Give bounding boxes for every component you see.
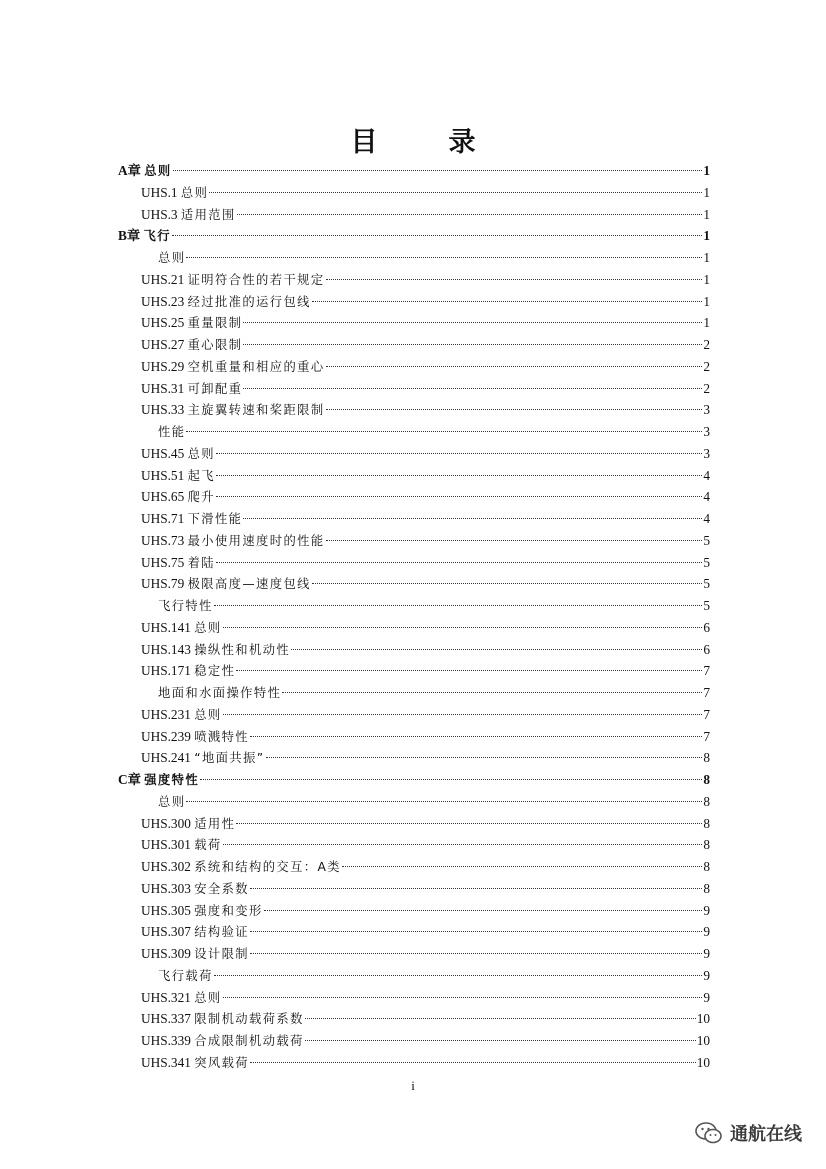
dot-leader	[172, 235, 702, 236]
dot-leader	[250, 953, 702, 954]
toc-section-row[interactable]	[118, 312, 710, 334]
toc-entry-name: 系统和结构的交互：A类	[194, 860, 341, 874]
dot-leader	[214, 605, 703, 606]
toc-entry-code: UHS.79	[141, 576, 185, 592]
toc-section-row[interactable]	[118, 747, 710, 769]
toc-entry-label	[141, 508, 242, 531]
toc-entry-label	[141, 1008, 304, 1031]
table-of-contents	[118, 160, 710, 1074]
toc-entry-name: 适用性	[194, 816, 236, 831]
toc-entry-label	[141, 660, 235, 683]
toc-entry-name: 飞行特性	[158, 599, 213, 613]
toc-section-row[interactable]	[118, 639, 710, 661]
toc-section-row[interactable]	[118, 334, 710, 356]
toc-entry-code: UHS.21	[141, 271, 185, 287]
toc-entry-label	[141, 399, 325, 422]
toc-entry-code: UHS.305	[141, 902, 191, 918]
toc-entry-code: UHS.71	[141, 511, 185, 526]
dot-leader	[216, 562, 702, 563]
toc-entry-label	[141, 921, 249, 944]
toc-entry-code: UHS.31	[141, 380, 185, 396]
toc-entry-name: 载荷	[194, 838, 222, 853]
toc-entry-page: 3	[703, 424, 710, 439]
toc-entry-code: UHS.29	[141, 358, 185, 374]
toc-entry-page: 1	[703, 293, 710, 309]
toc-entry-page: 9	[703, 989, 710, 1005]
toc-entry-label	[141, 552, 215, 575]
toc-entry-page: 3	[703, 445, 710, 461]
dot-leader	[186, 257, 702, 258]
toc-entry-page: 3	[703, 402, 710, 418]
dot-leader	[200, 779, 702, 780]
dot-leader	[216, 453, 702, 454]
dot-leader	[216, 475, 702, 476]
toc-entry-page: 5	[703, 532, 710, 548]
dot-leader	[223, 997, 703, 998]
toc-section-row[interactable]	[118, 182, 710, 204]
toc-entry-code: UHS.307	[141, 924, 191, 940]
toc-entry-name: 总则	[158, 794, 186, 809]
toc-entry-code: A章	[118, 163, 141, 178]
toc-entry-name: 设计限制	[194, 947, 249, 961]
dot-leader	[326, 279, 703, 280]
dot-leader	[326, 366, 703, 367]
toc-section-row[interactable]	[118, 269, 710, 291]
toc-section-row[interactable]	[118, 399, 710, 421]
toc-entry-page: 6	[703, 641, 710, 657]
toc-entry-name: 突风载荷	[194, 1055, 249, 1070]
toc-entry-code: UHS.321	[141, 989, 191, 1005]
toc-section-row[interactable]	[118, 508, 710, 530]
toc-entry-label	[141, 378, 242, 401]
toc-section-row[interactable]	[118, 856, 710, 878]
dot-leader	[305, 1040, 696, 1041]
toc-entry-name: 结构验证	[194, 925, 249, 940]
toc-entry-page: 9	[703, 902, 710, 918]
toc-section-row[interactable]	[118, 378, 710, 400]
toc-section-row[interactable]	[118, 1008, 710, 1030]
watermark-text: 通航在线	[730, 1124, 802, 1145]
toc-entry-label	[141, 1052, 249, 1075]
toc-entry-page: 7	[703, 663, 710, 679]
dot-leader	[312, 583, 703, 584]
toc-section-row[interactable]	[118, 204, 710, 226]
toc-chapter-row[interactable]	[118, 225, 710, 247]
toc-section-row[interactable]	[118, 443, 710, 465]
toc-entry-name: 爬升	[187, 490, 215, 505]
toc-entry-page: 7	[703, 706, 710, 722]
toc-entry-name: 强度和变形	[194, 903, 263, 918]
toc-entry-label	[118, 225, 171, 248]
toc-entry-page: 9	[703, 967, 710, 983]
toc-section-row[interactable]	[118, 834, 710, 856]
toc-entry-code: UHS.23	[141, 293, 185, 309]
toc-entry-label	[141, 356, 325, 379]
toc-entry-label	[141, 813, 235, 836]
toc-entry-label	[141, 291, 311, 314]
toc-entry-name: 经过批准的运行包线	[187, 294, 311, 309]
toc-entry-code: UHS.300	[141, 815, 191, 831]
toc-section-row[interactable]	[118, 573, 710, 595]
toc-entry-code: UHS.339	[141, 1033, 191, 1048]
dot-leader	[326, 540, 703, 541]
toc-entry-code: UHS.3	[141, 206, 178, 222]
toc-entry-name: 重心限制	[187, 338, 243, 352]
toc-entry-code: UHS.341	[141, 1054, 191, 1070]
toc-entry-page: 8	[703, 815, 710, 831]
toc-entry-label	[141, 943, 249, 966]
toc-entry-name: 总则	[187, 446, 215, 461]
dot-leader	[223, 714, 703, 715]
toc-entry-page: 8	[703, 793, 710, 809]
toc-entry-name: 主旋翼转速和桨距限制	[187, 403, 325, 418]
toc-entry-name: 喷溅特性	[194, 729, 249, 744]
toc-entry-name: 起飞	[187, 468, 215, 483]
toc-group-row[interactable]	[118, 595, 710, 617]
toc-entry-label	[158, 682, 281, 705]
toc-section-row[interactable]	[118, 878, 710, 900]
toc-entry-code: UHS.33	[141, 402, 185, 418]
toc-section-row[interactable]	[118, 486, 710, 508]
toc-entry-code: UHS.241	[141, 750, 191, 766]
toc-entry-label	[141, 573, 311, 596]
dot-leader	[264, 910, 703, 911]
dot-leader	[243, 388, 702, 389]
dot-leader	[305, 1018, 696, 1019]
toc-entry-page: 1	[703, 228, 710, 244]
toc-section-row[interactable]	[118, 704, 710, 726]
watermark	[694, 1120, 802, 1146]
toc-section-row[interactable]	[118, 987, 710, 1009]
toc-entry-code: UHS.309	[141, 946, 191, 961]
dot-leader	[243, 322, 702, 323]
dot-leader	[223, 627, 703, 628]
toc-section-row[interactable]	[118, 943, 710, 965]
toc-entry-page: 7	[703, 728, 710, 744]
dot-leader	[291, 649, 702, 650]
dot-leader	[209, 192, 702, 193]
dot-leader	[243, 344, 702, 345]
toc-entry-name: 重量限制	[187, 316, 243, 331]
toc-entry-label	[158, 791, 185, 814]
toc-entry-code: UHS.171	[141, 663, 191, 679]
toc-entry-code: UHS.51	[141, 467, 185, 483]
toc-entry-name: 总则	[194, 707, 222, 722]
toc-group-row[interactable]	[118, 791, 710, 813]
toc-section-row[interactable]	[118, 1052, 710, 1074]
toc-entry-label	[141, 465, 215, 488]
toc-entry-name: 极限高度—速度包线	[187, 577, 311, 592]
toc-entry-page: 9	[703, 924, 710, 940]
toc-entry-code: UHS.65	[141, 489, 185, 505]
toc-entry-label	[141, 269, 325, 292]
toc-entry-name: 适用范围	[180, 207, 236, 222]
toc-chapter-row[interactable]	[118, 769, 710, 791]
toc-entry-page: 1	[703, 184, 710, 200]
toc-entry-label	[141, 639, 290, 662]
toc-entry-label	[141, 182, 208, 205]
toc-entry-label	[141, 530, 325, 553]
toc-section-row[interactable]	[118, 900, 710, 922]
toc-entry-label	[141, 312, 242, 335]
toc-entry-name: 着陆	[187, 555, 215, 570]
dot-leader	[223, 844, 703, 845]
toc-entry-name: 总则	[180, 185, 209, 200]
toc-section-row[interactable]	[118, 813, 710, 835]
toc-entry-code: UHS.75	[141, 554, 185, 570]
toc-entry-name: 空机重量和相应的重心	[187, 359, 325, 374]
dot-leader	[282, 692, 702, 693]
toc-entry-page: 5	[703, 576, 710, 592]
toc-section-row[interactable]	[118, 660, 710, 682]
toc-entry-page: 6	[703, 619, 710, 635]
toc-entry-name: 下滑性能	[187, 512, 243, 526]
toc-entry-label	[141, 856, 341, 879]
wechat-icon	[694, 1120, 724, 1146]
toc-entry-page: 1	[703, 271, 710, 287]
toc-entry-code: UHS.45	[141, 445, 185, 461]
dot-leader	[237, 214, 703, 215]
toc-entry-label	[141, 704, 222, 727]
toc-entry-label	[158, 421, 185, 444]
toc-entry-label	[141, 334, 242, 357]
dot-leader	[243, 518, 702, 519]
dot-leader	[214, 975, 703, 976]
toc-entry-code: C章	[118, 772, 141, 787]
toc-group-row[interactable]	[118, 965, 710, 987]
toc-entry-label	[118, 160, 172, 183]
toc-entry-page: 8	[703, 880, 710, 896]
toc-section-row[interactable]	[118, 617, 710, 639]
toc-section-row[interactable]	[118, 1030, 710, 1052]
toc-section-row[interactable]	[118, 552, 710, 574]
toc-entry-code: UHS.1	[141, 184, 178, 200]
toc-group-row[interactable]	[118, 247, 710, 269]
toc-entry-page: 1	[703, 250, 710, 265]
dot-leader	[342, 866, 702, 867]
toc-entry-page: 9	[703, 946, 710, 961]
toc-entry-label	[141, 900, 263, 923]
toc-entry-label	[141, 443, 215, 466]
toc-entry-code: UHS.73	[141, 532, 185, 548]
toc-entry-code: UHS.302	[141, 859, 191, 874]
toc-entry-code: UHS.239	[141, 728, 191, 744]
dot-leader	[186, 801, 702, 802]
toc-entry-name: “地面共振”	[194, 751, 265, 766]
dot-leader	[186, 431, 702, 432]
toc-entry-name: 限制机动载荷系数	[194, 1012, 304, 1027]
toc-entry-code: UHS.143	[141, 641, 191, 657]
toc-entry-name: 总则	[194, 620, 222, 635]
toc-entry-page: 8	[703, 837, 710, 853]
toc-entry-name: 地面和水面操作特性	[158, 686, 282, 700]
toc-entry-label	[141, 617, 222, 640]
toc-entry-page: 4	[703, 467, 710, 483]
toc-entry-page: 2	[703, 337, 710, 352]
toc-entry-name: 总则	[194, 990, 222, 1005]
toc-entry-name: 安全系数	[194, 881, 249, 896]
toc-entry-label	[141, 204, 236, 227]
toc-group-row[interactable]	[118, 682, 710, 704]
dot-leader	[236, 670, 702, 671]
toc-entry-code: UHS.303	[141, 880, 191, 896]
dot-leader	[250, 1062, 696, 1063]
toc-group-row[interactable]	[118, 421, 710, 443]
toc-entry-name: 证明符合性的若干规定	[187, 272, 325, 287]
toc-entry-label	[158, 247, 185, 270]
toc-entry-name: 强度特性	[144, 773, 200, 787]
toc-entry-code: B章	[118, 228, 141, 244]
dot-leader	[312, 301, 703, 302]
toc-entry-code: UHS.337	[141, 1011, 191, 1027]
dot-leader	[250, 736, 702, 737]
toc-entry-page: 10	[696, 1033, 710, 1048]
toc-entry-label	[141, 726, 249, 749]
dot-leader	[250, 888, 702, 889]
toc-entry-name: 飞行载荷	[158, 968, 213, 983]
toc-entry-page: 1	[703, 206, 710, 222]
toc-entry-code: UHS.231	[141, 706, 191, 722]
toc-entry-name: 飞行	[143, 229, 171, 244]
toc-section-row[interactable]	[118, 465, 710, 487]
toc-entry-page: 8	[703, 750, 710, 766]
toc-entry-page: 5	[703, 598, 710, 613]
toc-entry-page: 10	[696, 1054, 710, 1070]
toc-entry-page: 1	[703, 163, 710, 178]
dot-leader	[266, 757, 703, 758]
toc-entry-label	[141, 834, 222, 857]
toc-entry-label	[141, 1030, 304, 1053]
toc-entry-page: 7	[703, 685, 710, 700]
dot-leader	[250, 931, 702, 932]
toc-entry-name: 总则	[158, 251, 186, 265]
toc-section-row[interactable]	[118, 291, 710, 313]
toc-entry-page: 5	[703, 554, 710, 570]
toc-entry-page: 1	[703, 315, 710, 331]
toc-entry-name: 总则	[144, 164, 172, 178]
toc-entry-label	[141, 486, 215, 509]
toc-entry-page: 8	[703, 772, 710, 787]
toc-entry-label	[158, 595, 213, 618]
toc-section-row[interactable]	[118, 356, 710, 378]
page-number: i	[411, 1078, 415, 1093]
toc-title: 目 录	[350, 127, 498, 158]
toc-entry-page: 2	[703, 358, 710, 374]
toc-entry-label	[158, 965, 213, 988]
toc-entry-name: 可卸配重	[187, 381, 243, 396]
toc-entry-label	[141, 987, 222, 1010]
toc-entry-code: UHS.141	[141, 619, 191, 635]
toc-chapter-row[interactable]	[118, 160, 710, 182]
toc-section-row[interactable]	[118, 530, 710, 552]
toc-entry-label	[118, 769, 199, 792]
toc-entry-page: 8	[703, 859, 710, 874]
toc-section-row[interactable]	[118, 921, 710, 943]
toc-entry-name: 操纵性和机动性	[194, 642, 291, 657]
toc-entry-code: UHS.27	[141, 337, 185, 352]
toc-entry-page: 4	[703, 511, 710, 526]
dot-leader	[216, 496, 702, 497]
dot-leader	[236, 823, 702, 824]
toc-entry-page: 10	[696, 1011, 710, 1027]
toc-entry-page: 4	[703, 489, 710, 505]
dot-leader	[173, 170, 703, 171]
toc-entry-name: 最小使用速度时的性能	[187, 533, 325, 548]
toc-entry-name: 稳定性	[194, 664, 236, 679]
toc-entry-code: UHS.25	[141, 315, 185, 331]
toc-entry-code: UHS.301	[141, 837, 191, 853]
dot-leader	[326, 409, 703, 410]
toc-entry-label	[141, 878, 249, 901]
toc-section-row[interactable]	[118, 726, 710, 748]
toc-entry-name: 性能	[158, 425, 186, 439]
toc-entry-label	[141, 747, 265, 770]
toc-entry-page: 2	[703, 380, 710, 396]
toc-entry-name: 合成限制机动载荷	[194, 1034, 304, 1048]
